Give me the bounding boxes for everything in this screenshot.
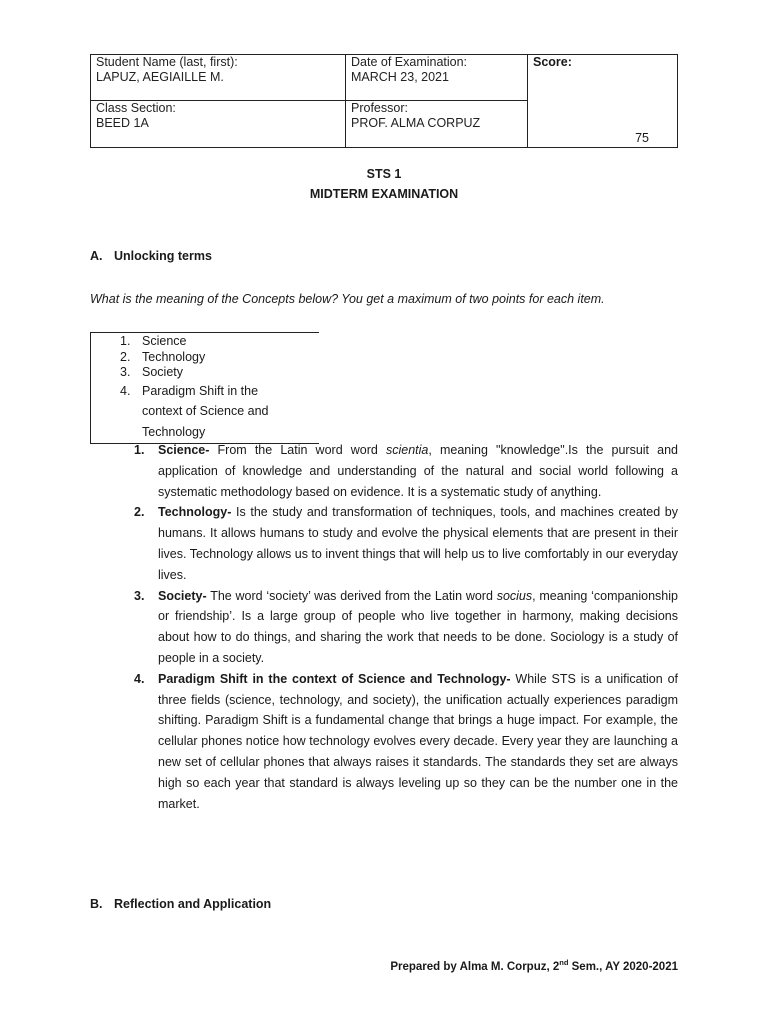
score-cell xyxy=(528,55,678,148)
course-title: STS 1 xyxy=(366,167,402,181)
term-item: 4. Paradigm Shift in the context of Science and Technology xyxy=(120,383,269,439)
answer-term: Science- xyxy=(158,443,210,457)
section-a-letter: A. xyxy=(90,249,103,263)
term-item: 3. Society xyxy=(120,365,183,379)
answers-list xyxy=(134,440,678,814)
answer-term: Society- xyxy=(158,588,207,603)
term-item: 1. Science xyxy=(120,334,187,348)
prepared-by-footer: Prepared by Alma M. Corpuz, 2nd Sem., AY 2020-2021 xyxy=(390,958,678,973)
professor-label: Professor: xyxy=(351,101,408,115)
class-section-cell xyxy=(91,101,346,148)
answer-item: 2. Technology- Is the study and transformation of techniques, tools, and machines created by humans. It allows humans to study and evolve the physical elements that are present in their lives. Technology allows us to invent things that will help us to live comfortably in our everyday lives. xyxy=(134,505,678,582)
terms-box xyxy=(90,332,319,444)
answer-term: Technology- xyxy=(158,505,232,520)
answer-item: 3. Society- The word ‘society’ was derived from the Latin word socius, meaning ‘companionship or friendship’. Is a large group of people who live together in harmony, making decisions about how to do things, and sharing the work that needs to be done. Sociology is a study of people in a society. xyxy=(134,588,678,665)
student-info-table xyxy=(90,54,678,148)
term-item: 2. Technology xyxy=(120,349,206,364)
student-name-label: Student Name (last, first): xyxy=(96,55,238,69)
score-value: 75 xyxy=(635,131,649,145)
section-a-instruction: What is the meaning of the Concepts below? You get a maximum of two points for each item. xyxy=(90,292,605,306)
exam-title: MIDTERM EXAMINATION xyxy=(309,187,459,201)
answer-item: 1. Science- From the Latin word word scientia, meaning "knowledge".Is the pursuit and application of knowledge and understanding of the natural and social world following a systematic methodology based on evidence. It is a systematic study of anything. xyxy=(134,443,679,499)
section-b-heading xyxy=(90,897,271,911)
date-value: MARCH 23, 2021 xyxy=(351,70,449,84)
student-name-cell xyxy=(91,55,346,101)
answer-term: Paradigm Shift in the context of Science and Technology- xyxy=(158,671,511,686)
answer-item: 4. Paradigm Shift in the context of Science and Technology- While STS is a unification of three fields (science, technology, and society), the unification actually experiences paradigm shifting. Paradigm Shift is a fundamental change that brings a huge impact. For example, the cellular phones notice how technology evolves every decade. Every year they are launching a new set of cellular phones that always raises it standards. The standards they set are always high so each year that standard is always leveling up so they can be the number one in the market. xyxy=(134,671,678,811)
class-section-label: Class Section: xyxy=(96,101,176,115)
professor-cell xyxy=(346,101,528,148)
terms-list xyxy=(91,333,319,442)
section-a-title: Unlocking terms xyxy=(114,249,212,263)
section-b-title: Reflection and Application xyxy=(114,897,272,911)
section-b-letter: B. xyxy=(90,897,103,911)
student-name-value: LAPUZ, AEGIAILLE M. xyxy=(96,70,224,84)
class-section-value: BEED 1A xyxy=(96,116,149,130)
score-label: Score: xyxy=(533,55,572,69)
date-label: Date of Examination: xyxy=(351,55,468,69)
professor-value: PROF. ALMA CORPUZ xyxy=(351,116,481,130)
section-a-heading xyxy=(90,249,212,263)
date-cell xyxy=(346,55,528,101)
